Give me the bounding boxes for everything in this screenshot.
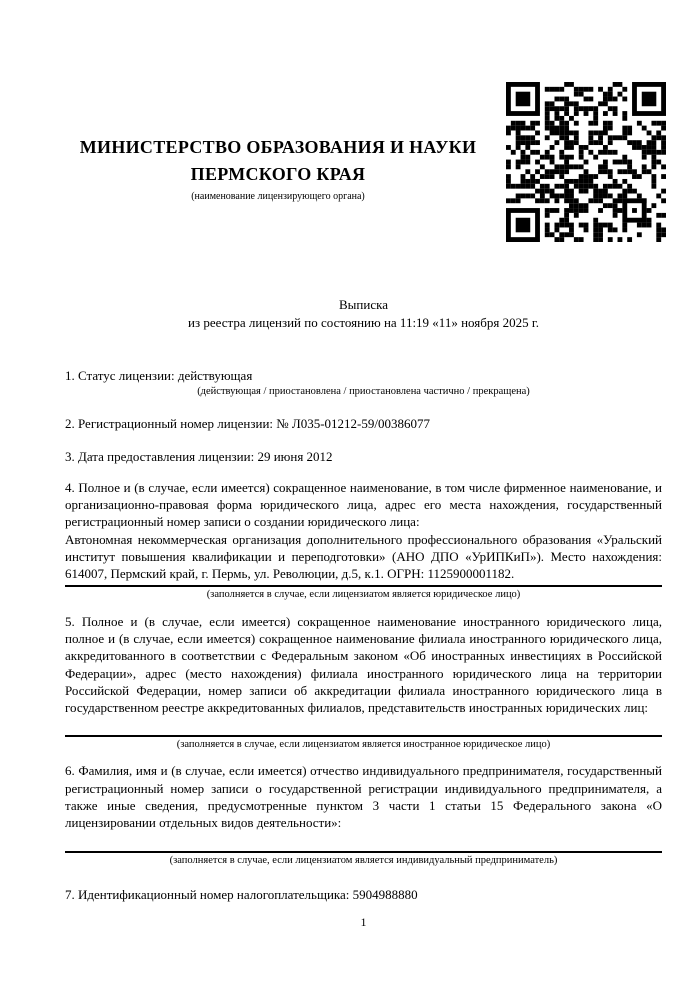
ministry-name bbox=[65, 134, 491, 188]
individual-entrepreneur-text: 6. Фамилия, имя и (в случае, если имеется) отчество индивидуального предпринимателя, государственный регистрационный номер записи о государственной регистрации индивидуального предпринимателя, а также иные сведения, предусмотренные пунктом 3 части 1 статьи 15 Федерального закона «О лицензировании отдельных видов деятельности»: bbox=[65, 763, 662, 831]
foreign-entity-value bbox=[65, 716, 662, 733]
legal-entity-value: Автономная некоммерческая организация дополнительного профессионального образования «Уральский институт повышения квалификации и переподготовки» (АНО ДПО «УрИПКиП»). Место нахождения: 614007, Пермский край, г. Пермь, ул. Революции, д.5, к.1. ОГРН: 1125900001182. bbox=[65, 531, 662, 582]
individual-entrepreneur-rule bbox=[65, 851, 662, 853]
grant-date-text: 3. Дата предоставления лицензии: 29 июня 2012 bbox=[65, 448, 333, 464]
ministry-name-line1: МИНИСТЕРСТВО ОБРАЗОВАНИЯ И НАУКИ bbox=[79, 137, 477, 157]
item-registration-number bbox=[65, 415, 662, 432]
title-line1: Выписка bbox=[339, 297, 388, 312]
individual-entrepreneur-caption: (заполняется в случае, если лицензиатом является индивидуальный предприниматель) bbox=[169, 854, 558, 866]
taxpayer-number-text: 7. Идентификационный номер налогоплательщика: 5904988880 bbox=[65, 886, 418, 902]
item-license-status bbox=[65, 367, 662, 397]
title-line2: из реестра лицензий по состоянию на 11:19 «11» ноября 2025 г. bbox=[188, 314, 539, 330]
item-grant-date bbox=[65, 448, 662, 465]
document-title bbox=[65, 296, 662, 331]
license-status-text: 1. Статус лицензии: действующая bbox=[65, 368, 253, 383]
individual-entrepreneur-value bbox=[65, 832, 662, 849]
ministry-caption: (наименование лицензирующего органа) bbox=[191, 191, 365, 202]
foreign-entity-caption: (заполняется в случае, если лицензиатом является иностранное юридическое лицо) bbox=[176, 739, 551, 751]
item-foreign-entity bbox=[65, 613, 662, 751]
item-legal-entity bbox=[65, 479, 662, 600]
foreign-entity-text: 5. Полное и (в случае, если имеется) сокращенное наименование иностранного юридического лица, полное и (в случае, если имеется) сокращенное наименование филиала иностранного юридического лица, аккредитованного в соответствии с Федеральным законом «Об иностранных инвестициях в Российской Федерации», адрес (место нахождения) филиала иностранного юридического лица на территории Российской Федерации, номер записи об аккредитации филиала иностранного юридического лица в государственном реестре аккредитованных филиалов, представительств иностранных юридических лиц: bbox=[65, 613, 662, 716]
legal-entity-caption: (заполняется в случае, если лицензиатом является юридическое лицо) bbox=[206, 588, 521, 600]
document-content bbox=[65, 0, 662, 930]
foreign-entity-rule bbox=[65, 735, 662, 737]
item-taxpayer-number bbox=[65, 886, 662, 903]
item-individual-entrepreneur bbox=[65, 762, 662, 865]
legal-entity-rule bbox=[65, 585, 662, 587]
registration-number-text: 2. Регистрационный номер лицензии: № Л035-01212-59/00386077 bbox=[65, 416, 431, 432]
ministry-name-line2: ПЕРМСКОГО КРАЯ bbox=[190, 164, 366, 184]
legal-entity-text: 4. Полное и (в случае, если имеется) сокращенное наименование, в том числе фирменное наименование, и организационно-правовая форма юридического лица, адрес его места нахождения, государственный регистрационный номер записи о создании юридического лица: bbox=[65, 479, 662, 530]
ministry-header bbox=[65, 134, 491, 202]
license-status-options-caption: (действующая / приостановлена / приостановлена частично / прекращена) bbox=[197, 386, 530, 398]
page-number: 1 bbox=[360, 914, 367, 929]
